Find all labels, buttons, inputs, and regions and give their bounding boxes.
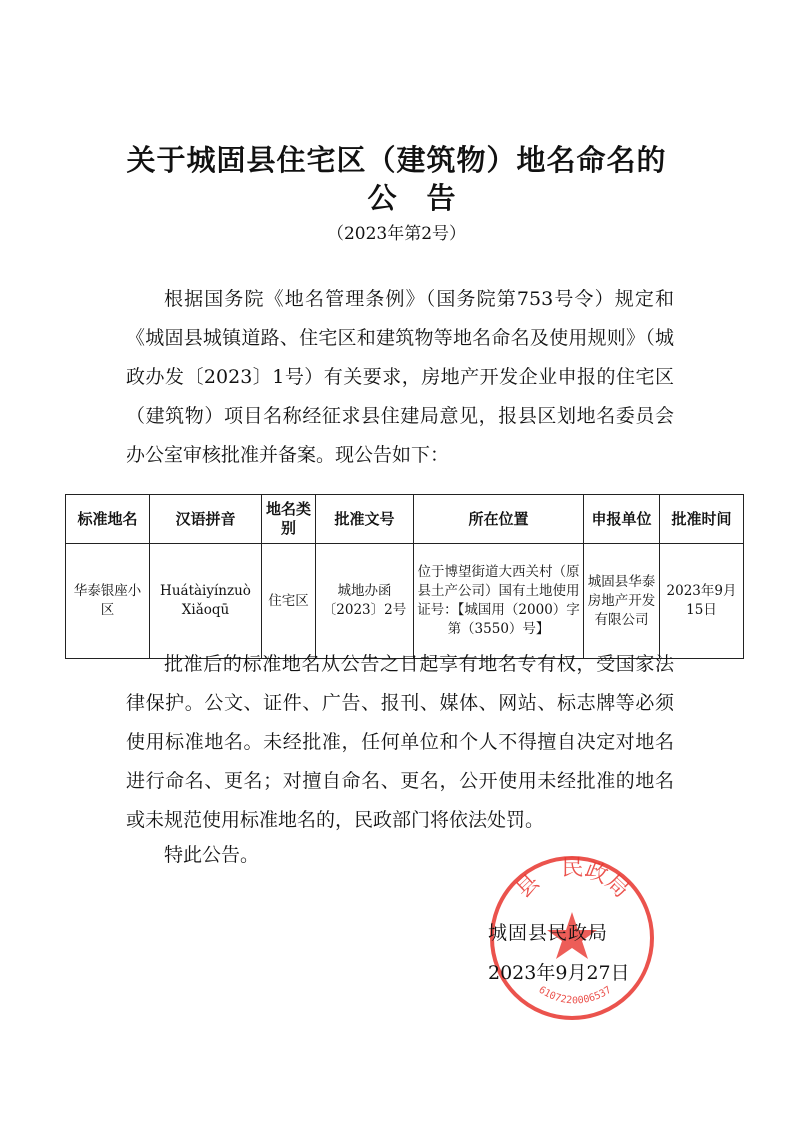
header-applicant: 申报单位 xyxy=(584,495,660,544)
header-category: 地名类别 xyxy=(262,495,316,544)
intro-paragraph: 根据国务院《地名管理条例》（国务院第753号令）规定和《城固县城镇道路、住宅区和建筑物等地名命名及使用规则》（城政办发〔2023〕1号）有关要求，房地产开发企业申报的住宅区（建筑物）项目名称经征求县住建局意见，报县区划地名委员会办公室审核批准并备案。现公告如下： xyxy=(126,288,674,466)
document-subtitle: 公告 xyxy=(367,181,486,215)
cell-location: 位于博望街道大西关村（原县土产公司）国有土地使用证号：【城国用（2000）字第（3550）号】 xyxy=(414,544,584,659)
seal-serial-number: 6107220006537 xyxy=(536,984,614,1007)
issuing-organization: 城固县民政局 xyxy=(488,922,609,944)
cell-pinyin: Huátàiyínzuò Xiǎoqū xyxy=(150,544,262,659)
closing-paragraph: 特此公告。 xyxy=(164,844,260,866)
legal-paragraph: 批准后的标准地名从公告之日起享有地名专有权，受国家法律保护。公文、证件、广告、报刊、媒体、网站、标志牌等必须使用标准地名。未经批准，任何单位和个人不得擅自决定对地名进行命名、更名；对擅自命名、更名，公开使用未经批准的地名或未规范使用标准地名的，民政部门将依法处罚。 xyxy=(126,653,674,831)
table-header-row xyxy=(66,495,744,544)
naming-table xyxy=(65,494,744,659)
cell-applicant: 城固县华泰房地产开发有限公司 xyxy=(584,544,660,659)
svg-text:6107220006537 xyxy=(536,985,613,1007)
svg-text:县 民政局 xyxy=(511,856,633,903)
header-pinyin: 汉语拼音 xyxy=(150,495,262,544)
cell-standard-name: 华泰银座小区 xyxy=(66,544,150,659)
header-standard-name: 标准地名 xyxy=(66,495,150,544)
cell-category: 住宅区 xyxy=(262,544,316,659)
cell-approval-date: 2023年9月15日 xyxy=(660,544,744,659)
header-approval-date: 批准时间 xyxy=(660,495,744,544)
table-row xyxy=(66,544,744,659)
header-approval-number: 批准文号 xyxy=(316,495,414,544)
header-location: 所在位置 xyxy=(414,495,584,544)
document-number: （2023年第2号） xyxy=(326,224,467,244)
seal-arc-text: 县 民政局 xyxy=(511,856,634,904)
document-title: 关于城固县住宅区（建筑物）地名命名的 xyxy=(126,143,667,177)
issue-date: 2023年9月27日 xyxy=(488,962,630,984)
cell-approval-number: 城地办函〔2023〕2号 xyxy=(316,544,414,659)
